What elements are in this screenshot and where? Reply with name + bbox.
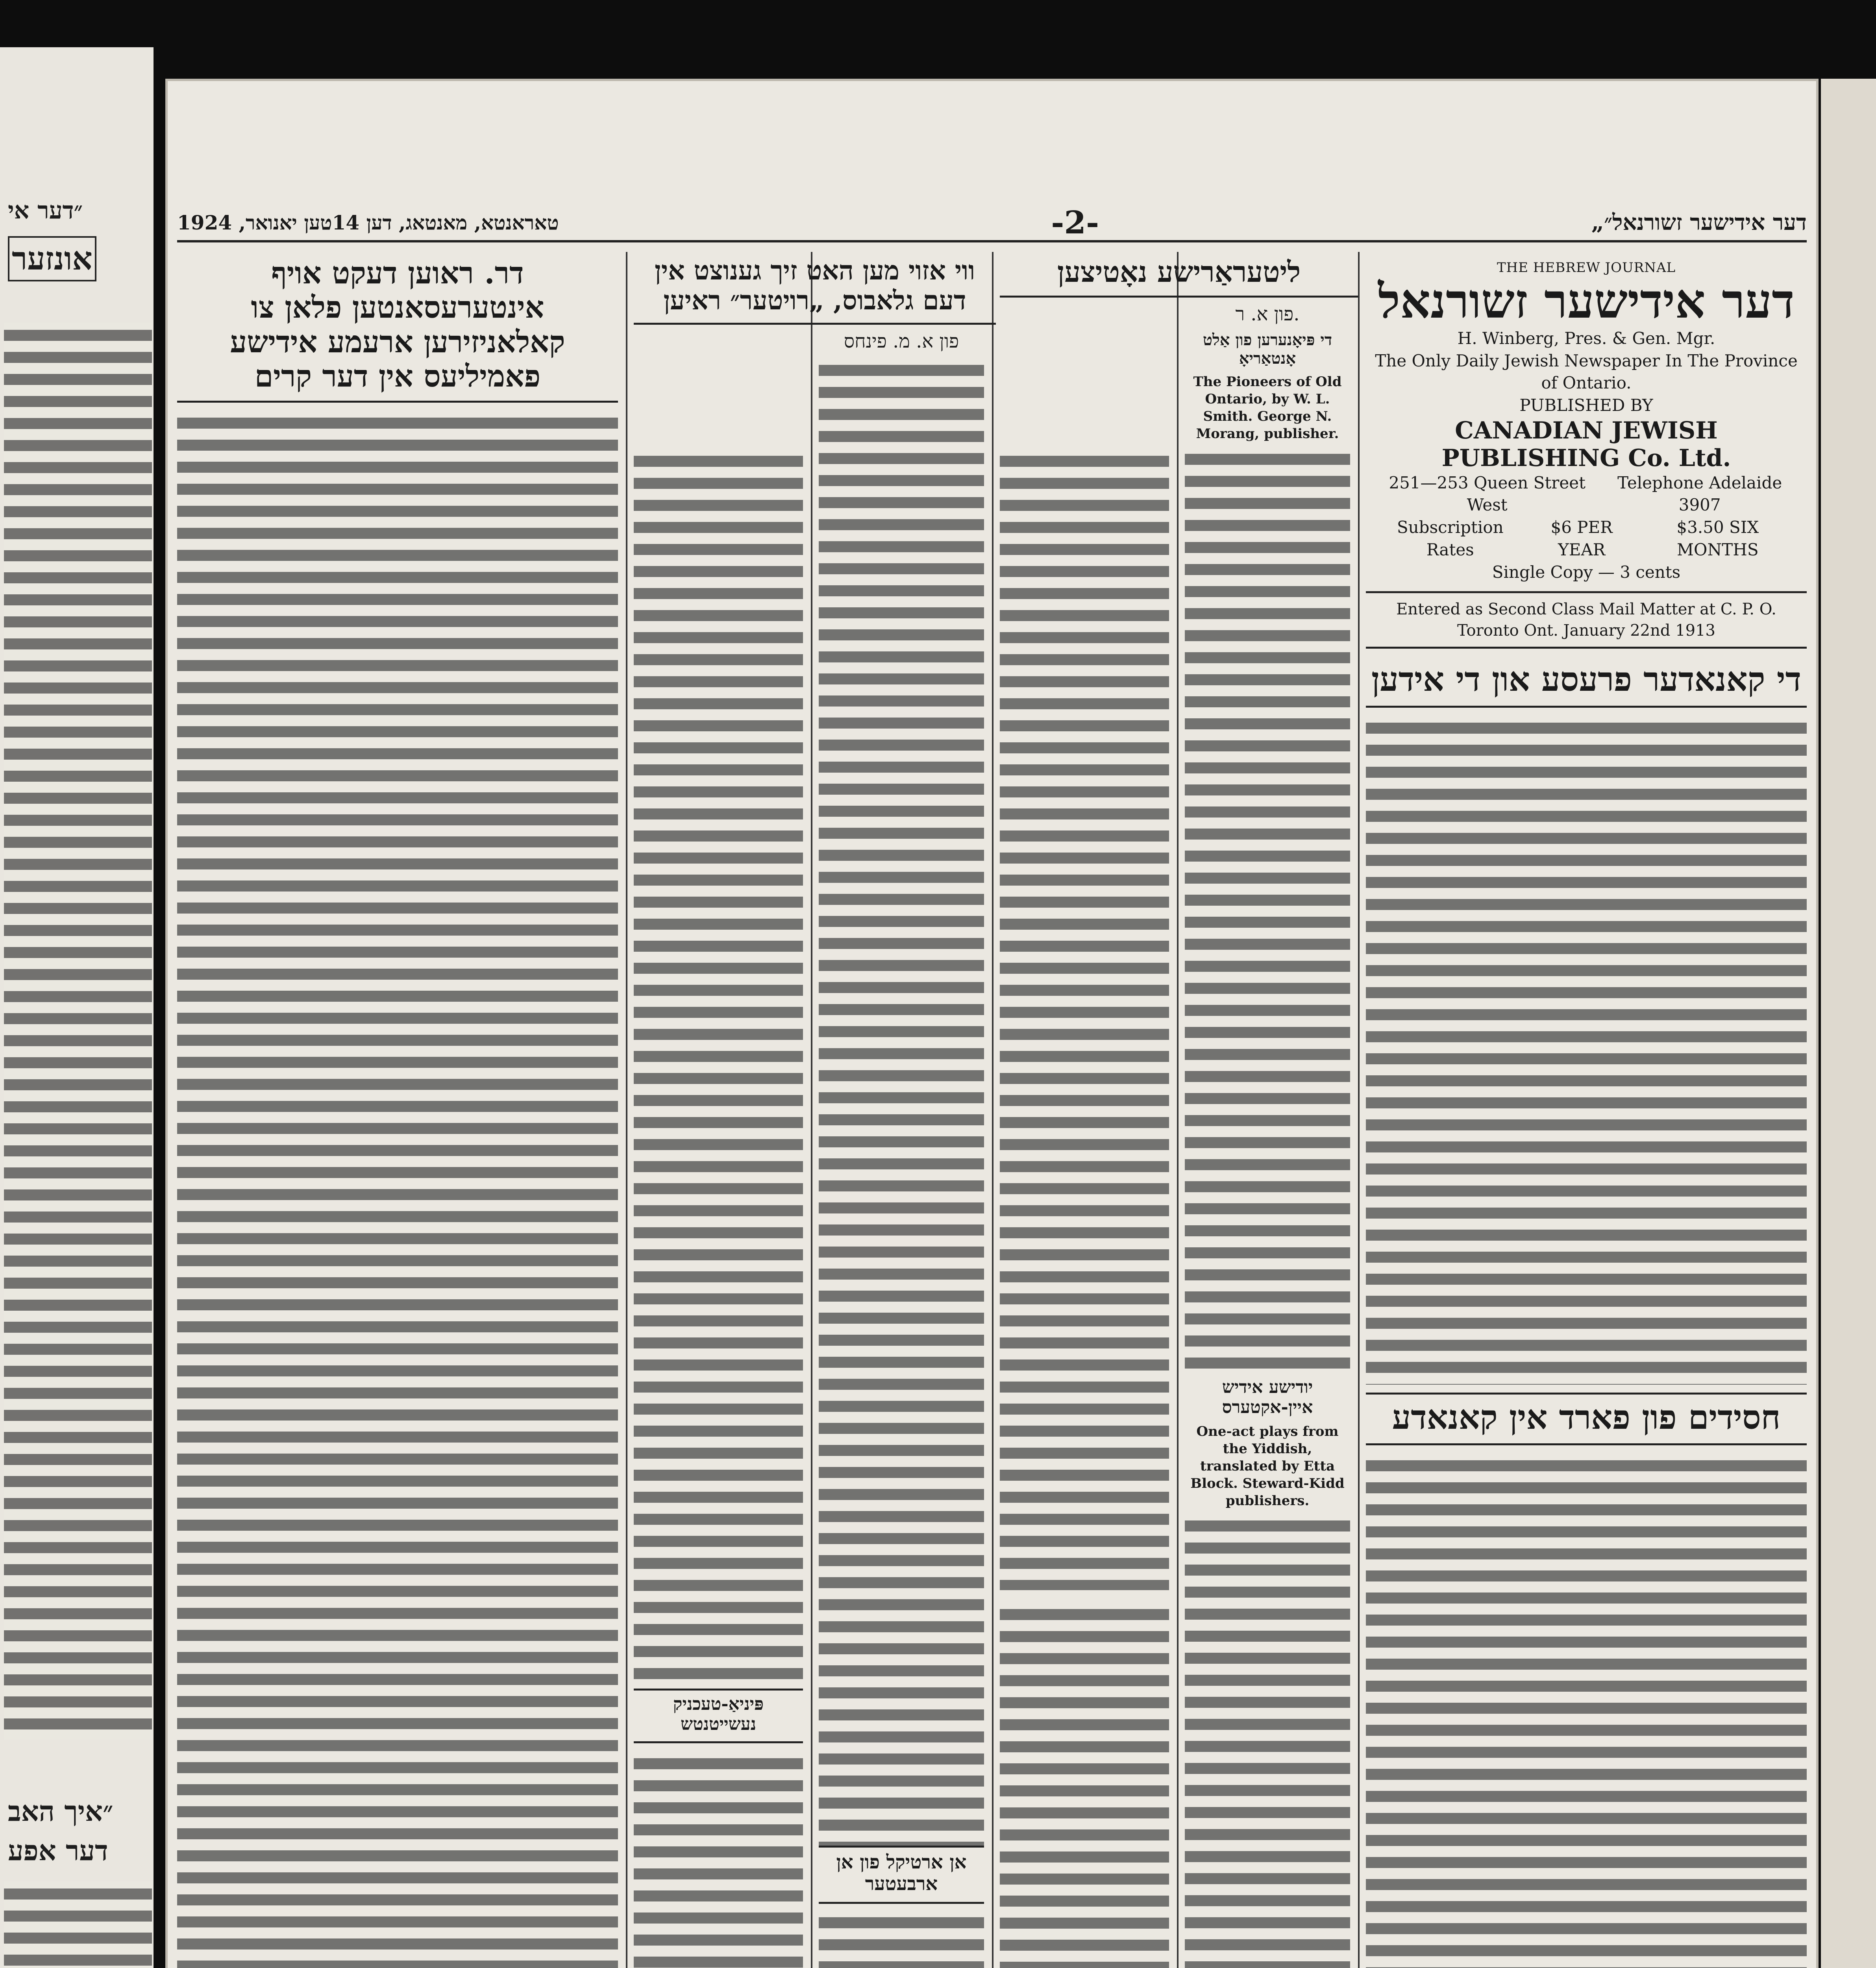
adjacent-page-fragment <box>0 47 154 1968</box>
masthead-telephone: Telephone Adelaide 3907 <box>1617 473 1782 515</box>
technique-subhead: פּיניאַ-טעכניק נעשייטנטש <box>634 1689 803 1743</box>
column-rule <box>811 252 812 1968</box>
masthead-address-row <box>1374 472 1799 516</box>
film-right-edge <box>1821 79 1876 1968</box>
date-line: טאראנטא, מאנטאג, דען 14טען יאנואר, 1924 <box>177 211 559 234</box>
column-rosen-article <box>177 252 618 1968</box>
masthead <box>1366 252 1807 593</box>
running-head-title: „דער אידישער זשורנאל״ <box>1591 209 1807 235</box>
literary-headline: ליטעראַרישע נאָטיצען <box>1000 252 1358 298</box>
globus-byline: פון א. מ. פינחס <box>844 330 959 352</box>
literary-byline: פון א. ר. <box>1235 303 1300 325</box>
fragment-top-text: ״דער אי <box>8 197 83 224</box>
masthead-tagline: The Only Daily Jewish Newspaper In The Province of Ontario. <box>1375 351 1798 393</box>
masthead-single-copy: Single Copy — 3 cents <box>1492 562 1681 582</box>
plays-english: One-act plays from the Yiddish, translated by Etta Block. Steward-Kidd publishers. <box>1190 1423 1345 1509</box>
literary-body-left-2 <box>1000 1602 1169 1968</box>
book-title: די פּיאָנערען פון אַלט אָנטאַריאָ <box>1203 330 1332 368</box>
fragment-bottom-heading-2: דער אפע <box>8 1834 108 1867</box>
rosen-headline: דר. ראוען דעקט אויף אינטערעסאנטען פלאן צו קאלאניזירען ארעמע אידישע פאמיליעס אין דער קרים <box>177 252 618 403</box>
masthead-address: 251—253 Queen Street West <box>1389 473 1586 515</box>
editorial-headline: די קאנאדער פרעסע און די אידען <box>1366 657 1807 708</box>
running-header <box>177 205 1807 242</box>
column-rule <box>626 252 627 1968</box>
book-title-english: The Pioneers of Old Ontario, by W. L. Smith. George N. Morang, publisher. <box>1193 374 1342 442</box>
masthead-officer: H. Winberg, Pres. & Gen. Mgr. <box>1457 329 1715 348</box>
column-rule <box>1177 252 1179 1968</box>
mail-entry-notice: Entered as Second Class Mail Matter at C. P. O. Toronto Ont. January 22nd 1913 <box>1366 593 1807 649</box>
hasidim-headline: חסידים פון פארד אין קאנאדע <box>1366 1393 1807 1446</box>
masthead-rate-six: $3.50 SIX MONTHS <box>1676 518 1759 559</box>
fragment-bottom-heading-1: ״איך האב <box>8 1795 113 1827</box>
literary-body <box>1185 447 1350 1372</box>
fragment-heading: אונזער <box>8 236 96 281</box>
globus-headline: ווי אזוי מען האט זיך גענוצט אין דעם גלאבוס, „רויטער״ ראיען <box>634 252 996 325</box>
column-rule <box>1358 252 1360 1968</box>
masthead-publisher: CANADIAN JEWISH PUBLISHING Co. Ltd. <box>1441 416 1731 472</box>
masthead-english-small: THE HEBREW JOURNAL <box>1497 260 1676 276</box>
page-number: -2- <box>1051 204 1099 241</box>
plays-body <box>1185 1513 1350 1968</box>
hasidim-body <box>1366 1453 1807 1968</box>
column-globus-article <box>634 252 803 1968</box>
rosen-body <box>177 411 618 1968</box>
masthead-rates-row <box>1374 516 1799 561</box>
globus-body-left <box>634 449 803 1689</box>
masthead-published-by: PUBLISHED BY <box>1519 396 1653 415</box>
fragment-body-2 <box>4 1881 152 1968</box>
column-rule <box>992 252 994 1968</box>
column-literary-notes <box>1000 252 1169 1968</box>
masthead-rates-label: Subscription Rates <box>1397 518 1504 559</box>
worker-subhead: אן ארטיקל פון אן ארבעטער <box>819 1846 984 1904</box>
literary-body-left <box>1000 449 1169 1590</box>
editorial-body <box>1366 716 1807 1385</box>
plays-subhead: יודישע אידיש איין-אקטערס <box>1222 1377 1313 1417</box>
column-literary-main <box>1057 252 1350 1968</box>
masthead-title: דער אידישער זשורנאל <box>1378 274 1795 329</box>
fragment-body-1 <box>4 323 152 1740</box>
masthead-rate-year: $6 PER YEAR <box>1550 518 1613 559</box>
column-masthead <box>1366 252 1807 1968</box>
worker-body <box>819 1910 984 1968</box>
technique-body <box>634 1751 803 1968</box>
globus-body <box>819 358 984 1846</box>
newspaper-page <box>165 79 1819 1968</box>
